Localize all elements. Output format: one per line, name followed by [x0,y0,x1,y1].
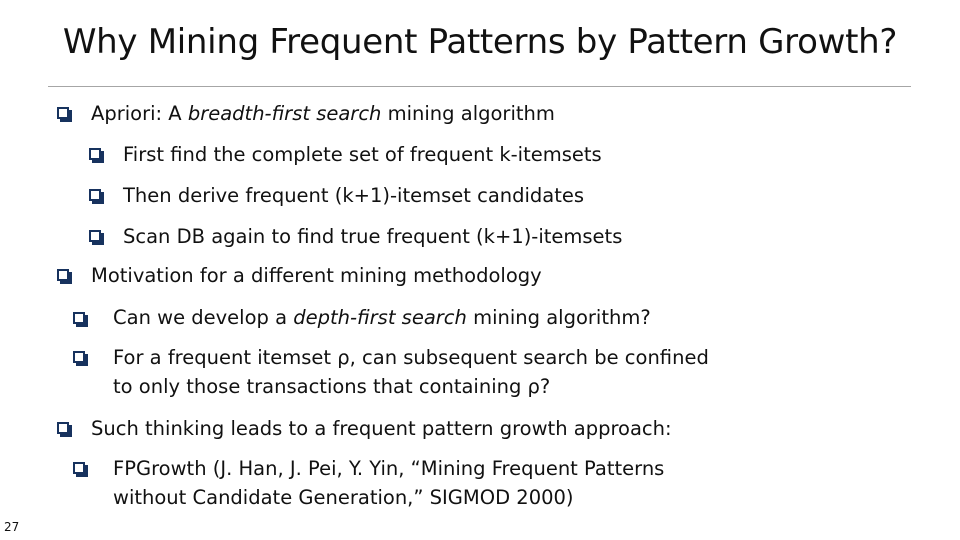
fpgrowth-reference [113,454,664,512]
bullet-icon [89,189,101,201]
apriori-prefix: Apriori: A [91,102,188,125]
q2-line-1: For a frequent itemset ρ, can subsequent search be confined [113,346,709,369]
motivation-question-2 [113,343,709,401]
bullet-motivation: Motivation for a different mining methodology [91,264,542,287]
reference-line-1: FPGrowth (J. Han, J. Pei, Y. Yin, “Mining Frequent Patterns [113,457,665,480]
apriori-suffix: mining algorithm [381,102,555,125]
apriori-step-2: Then derive frequent (k+1)-itemset candidates [123,184,585,207]
bullet-icon [73,462,85,474]
q1-emphasis: depth-first search [293,306,467,329]
bullet-thinking: Such thinking leads to a frequent pattern growth approach: [91,417,672,440]
bullet-icon [73,351,85,363]
reference-line-2: without Candidate Generation,” SIGMOD 2000) [113,486,574,509]
slide-title: Why Mining Frequent Patterns by Pattern Growth? [62,22,898,62]
title-divider [48,86,911,87]
bullet-icon [89,148,101,160]
q1-suffix: mining algorithm? [466,306,651,329]
q2-line-2: to only those transactions that containing ρ? [113,375,551,398]
apriori-step-3: Scan DB again to find true frequent (k+1)-itemsets [123,225,623,248]
bullet-icon [89,230,101,242]
bullet-icon [57,422,69,434]
bullet-icon [73,312,85,324]
bullet-apriori [91,99,555,128]
apriori-emphasis: breadth-first search [187,102,382,125]
apriori-step-1: First find the complete set of frequent k-itemsets [123,143,602,166]
bullet-icon [57,107,69,119]
page-number: 27 [4,520,20,534]
motivation-question-1 [113,303,651,332]
bullet-icon [57,269,69,281]
q1-prefix: Can we develop a [113,306,294,329]
